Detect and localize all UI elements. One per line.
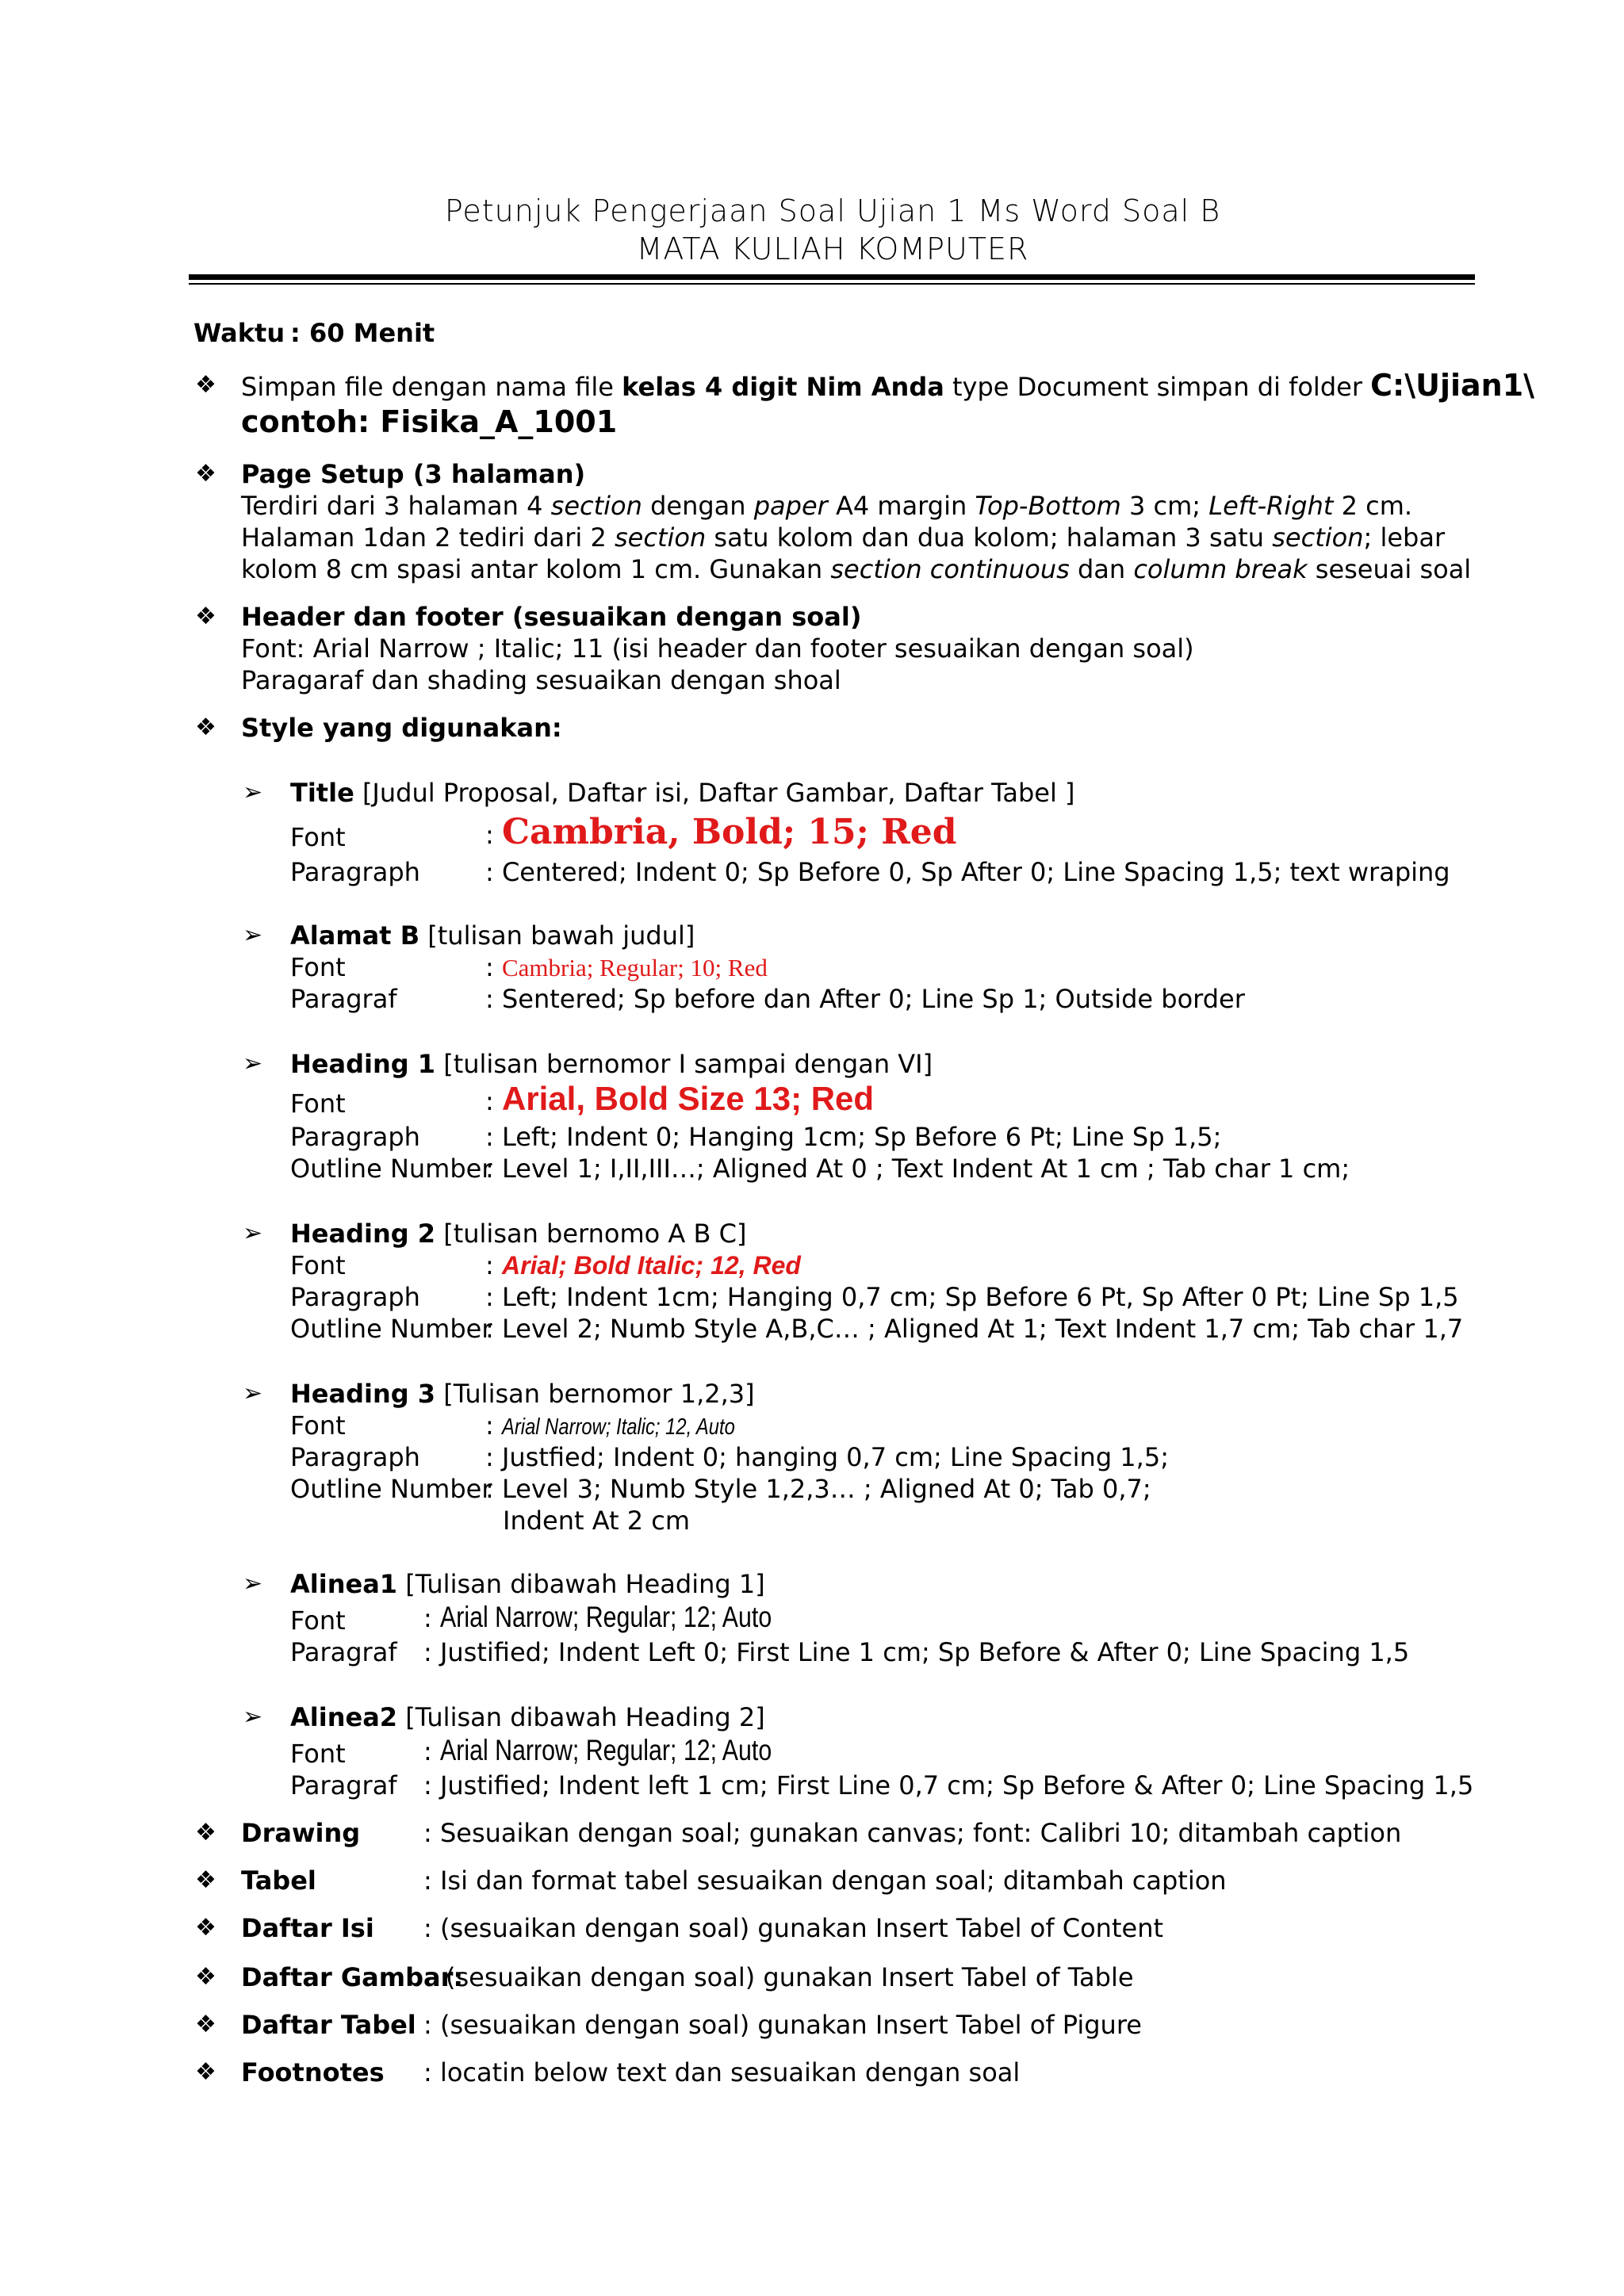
colon: : (485, 1086, 494, 1116)
item-drawing-value: : Sesuaikan dengan soal; gunakan canvas; font: Calibri 10; ditambah caption (423, 1818, 1402, 1848)
style-h1-outline-label: Outline Number (290, 1154, 492, 1184)
bullet-icon: ❖ (195, 1963, 216, 1991)
style-title-para-label: Paragraph (290, 857, 420, 887)
style-h2-font-label: Font (290, 1250, 346, 1280)
text: seseuai soal (1307, 554, 1472, 584)
style-h3-font-value (485, 1410, 786, 1443)
simpan-text-2: type Document simpan di folder (944, 372, 1371, 402)
arrow-icon: ➢ (243, 1703, 263, 1731)
style-alinea2-font-value (423, 1735, 845, 1767)
style-alinea2-font-label: Font (290, 1739, 346, 1769)
style-alinea1-header (290, 1568, 765, 1600)
style-alinea2-header (290, 1701, 765, 1733)
simpan-filename: kelas 4 digit Nim Anda (622, 372, 944, 402)
title-line-1: Petunjuk Pengerjaan Soal Ujian 1 Ms Word Soal B (444, 193, 1221, 228)
item-daftar-isi-label: Daftar Isi (241, 1913, 374, 1943)
bullet-icon: ❖ (195, 1914, 216, 1942)
style-h2-outline-value: : Level 2; Numb Style A,B,C… ; Aligned At 1; Text Indent 1,7 cm; Tab char 1,7 (485, 1314, 1464, 1344)
bullet-icon: ❖ (195, 603, 216, 630)
style-h3-outline-label: Outline Number (290, 1474, 492, 1504)
page-setup-line-2 (241, 522, 1445, 553)
style-desc: [tulisan bawah judul] (419, 920, 695, 951)
bullet-icon: ❖ (195, 371, 216, 399)
font-sample: Cambria, Bold; 15; Red (501, 812, 957, 852)
text: A4 margin (827, 491, 975, 521)
item-footnotes-value: : locatin below text dan sesuaikan dengan soal (423, 2057, 1021, 2087)
font-sample: Arial Narrow; Regular; 12; Auto (439, 1601, 772, 1633)
style-alinea1-font-value (423, 1601, 845, 1634)
title-line-2: MATA KULIAH KOMPUTER (636, 232, 1029, 266)
text: kolom 8 cm spasi antar kolom 1 cm. Gunakan (241, 554, 831, 584)
style-alamat-para-value: : Sentered; Sp before dan After 0; Line Sp 1; Outside border (485, 984, 1245, 1014)
style-desc: [Tulisan bernomor 1,2,3] (435, 1379, 755, 1409)
header-footer-line-1: Font: Arial Narrow ; Italic; 11 (isi header dan footer sesuaikan dengan soal) (241, 633, 1194, 664)
bullet-icon: ❖ (195, 1819, 216, 1846)
text: dengan (642, 491, 754, 521)
style-desc: [Judul Proposal, Daftar isi, Daftar Gambar, Daftar Tabel ] (354, 778, 1075, 808)
text: column break (1133, 554, 1308, 584)
colon: : (485, 1250, 494, 1280)
arrow-icon: ➢ (243, 1219, 263, 1247)
style-h1-outline-value: : Level 1; I,II,III…; Aligned At 0 ; Text Indent At 1 cm ; Tab char 1 cm; (485, 1154, 1350, 1184)
style-name: Heading 2 (290, 1219, 436, 1249)
arrow-icon: ➢ (243, 1380, 263, 1407)
style-heading: Style yang digunakan: (241, 713, 562, 743)
colon: : (485, 820, 494, 850)
font-sample: Arial, Bold Size 13; Red (501, 1080, 875, 1117)
colon: : (485, 952, 494, 982)
text: 3 cm; (1120, 491, 1209, 521)
style-h1-font-label: Font (290, 1089, 346, 1119)
item-daftar-tabel-label: Daftar Tabel (241, 2010, 416, 2040)
style-name: Alamat B (290, 920, 420, 951)
font-sample: Cambria; Regular; 10; Red (501, 954, 768, 982)
style-alamat-para-label: Paragraf (290, 984, 397, 1014)
page-title (190, 192, 1475, 268)
style-h3-font-label: Font (290, 1410, 346, 1441)
arrow-icon: ➢ (243, 779, 263, 806)
text: section (1272, 522, 1364, 553)
page-setup-line-1 (241, 490, 1412, 522)
colon: : (485, 1410, 494, 1441)
arrow-icon: ➢ (243, 1570, 263, 1598)
style-name: Heading 1 (290, 1049, 436, 1079)
text: section (615, 522, 707, 553)
text: Terdiri dari 3 halaman 4 (241, 491, 551, 521)
style-title-font-value (485, 812, 957, 852)
simpan-folder: C:\Ujian1\ (1370, 368, 1535, 403)
style-title-header (290, 777, 1074, 809)
item-daftar-isi-value: : (sesuaikan dengan soal) gunakan Insert Tabel of Content (423, 1913, 1164, 1943)
font-sample: Arial; Bold Italic; 12, Red (501, 1251, 801, 1280)
style-title-font-label: Font (290, 822, 346, 852)
text: section continuous (830, 554, 1070, 584)
arrow-icon: ➢ (243, 921, 263, 949)
text: satu kolom dan dua kolom; halaman 3 satu (706, 522, 1273, 553)
font-sample: Arial Narrow; Italic; 12, Auto (501, 1414, 735, 1440)
item-daftar-gambar-value: (sesuaikan dengan soal) gunakan Insert Tabel of Table (446, 1962, 1134, 1992)
item-drawing-label: Drawing (241, 1818, 361, 1848)
style-name: Title (290, 778, 354, 808)
item-footnotes-label: Footnotes (241, 2057, 385, 2087)
style-title-para-value: : Centered; Indent 0; Sp Before 0, Sp After 0; Line Spacing 1,5; text wraping (485, 857, 1450, 887)
style-h1-header (290, 1048, 933, 1080)
style-h2-para-value: : Left; Indent 1cm; Hanging 0,7 cm; Sp Before 6 Pt, Sp After 0 Pt; Line Sp 1,5 (485, 1282, 1459, 1312)
text: dan (1069, 554, 1134, 584)
text: section (550, 491, 642, 521)
title-rule-thin (189, 283, 1475, 285)
colon: : (423, 1736, 432, 1766)
text: paper (753, 491, 828, 521)
style-desc: [Tulisan dibawah Heading 1] (397, 1569, 765, 1599)
waktu-label: Waktu (193, 318, 285, 348)
item-tabel-value: : Isi dan format tabel sesuaikan dengan soal; ditambah caption (423, 1866, 1227, 1896)
style-h3-outline-value: : Level 3; Numb Style 1,2,3… ; Aligned At 0; Tab 0,7; (485, 1474, 1151, 1504)
header-footer-line-2: Paragaraf dan shading sesuaikan dengan shoal (241, 665, 841, 695)
colon: : (423, 1603, 432, 1633)
text: Halaman 1dan 2 tediri dari 2 (241, 522, 615, 553)
style-alinea2-para-label: Paragraf (290, 1770, 397, 1800)
bullet-icon: ❖ (195, 460, 216, 488)
style-h3-para-value: : Justfied; Indent 0; hanging 0,7 cm; Line Spacing 1,5; (485, 1442, 1169, 1472)
bullet-icon: ❖ (195, 714, 216, 741)
style-h2-para-label: Paragraph (290, 1282, 420, 1312)
item-daftar-tabel-value: : (sesuaikan dengan soal) gunakan Insert Tabel of Pigure (423, 2010, 1142, 2040)
simpan-text: Simpan file dengan nama file (241, 372, 622, 402)
page-setup-line-3 (241, 553, 1471, 585)
style-alinea2-para-value: : Justified; Indent left 1 cm; First Line 0,7 cm; Sp Before & After 0; Line Spacing 1,5 (423, 1770, 1474, 1800)
item-daftar-gambar-label: Daftar Gambar: (241, 1962, 464, 1992)
style-name: Alinea1 (290, 1569, 398, 1599)
style-desc: [tulisan bernomor I sampai dengan VI] (435, 1049, 933, 1079)
style-name: Heading 3 (290, 1379, 436, 1409)
style-alinea1-para-value: : Justified; Indent Left 0; First Line 1 cm; Sp Before & After 0; Line Spacing 1,5 (423, 1637, 1410, 1667)
style-h2-outline-label: Outline Number (290, 1314, 492, 1344)
text: Left-Right (1208, 491, 1334, 521)
bullet-icon: ❖ (195, 2058, 216, 2086)
text: 2 cm. (1333, 491, 1413, 521)
style-desc: [tulisan bernomo A B C] (435, 1219, 747, 1249)
bullet-icon: ❖ (195, 2011, 216, 2038)
style-alamat-font-label: Font (290, 952, 346, 982)
style-h1-para-label: Paragraph (290, 1122, 420, 1152)
text: ; lebar (1363, 522, 1446, 553)
page-setup-heading: Page Setup (3 halaman) (241, 459, 586, 489)
font-sample: Arial Narrow; Regular; 12; Auto (439, 1734, 772, 1766)
text: Top-Bottom (975, 491, 1121, 521)
header-footer-heading: Header dan footer (sesuaikan dengan soal) (241, 602, 862, 632)
style-desc: [Tulisan dibawah Heading 2] (397, 1702, 765, 1732)
item-tabel-label: Tabel (241, 1866, 316, 1896)
style-h2-header (290, 1218, 746, 1249)
style-h3-header (290, 1378, 755, 1410)
arrow-icon: ➢ (243, 1050, 263, 1077)
waktu-value: : 60 Menit (290, 318, 435, 348)
style-h1-font-value (485, 1080, 875, 1117)
simpan-example: contoh: Fisika_A_1001 (241, 404, 618, 439)
simpan-line-1 (241, 369, 1534, 403)
style-alamat-font-value (485, 951, 768, 984)
style-name: Alinea2 (290, 1702, 398, 1732)
style-alinea1-font-label: Font (290, 1605, 346, 1636)
bullet-icon: ❖ (195, 1866, 216, 1894)
style-h3-outline-value-2: Indent At 2 cm (503, 1506, 691, 1536)
style-h1-para-value: : Left; Indent 0; Hanging 1cm; Sp Before 6 Pt; Line Sp 1,5; (485, 1122, 1222, 1152)
title-rule-thick (189, 274, 1475, 280)
style-h2-font-value (485, 1249, 801, 1281)
style-alamat-header (290, 920, 695, 951)
style-alinea1-para-label: Paragraf (290, 1637, 397, 1667)
style-h3-para-label: Paragraph (290, 1442, 420, 1472)
